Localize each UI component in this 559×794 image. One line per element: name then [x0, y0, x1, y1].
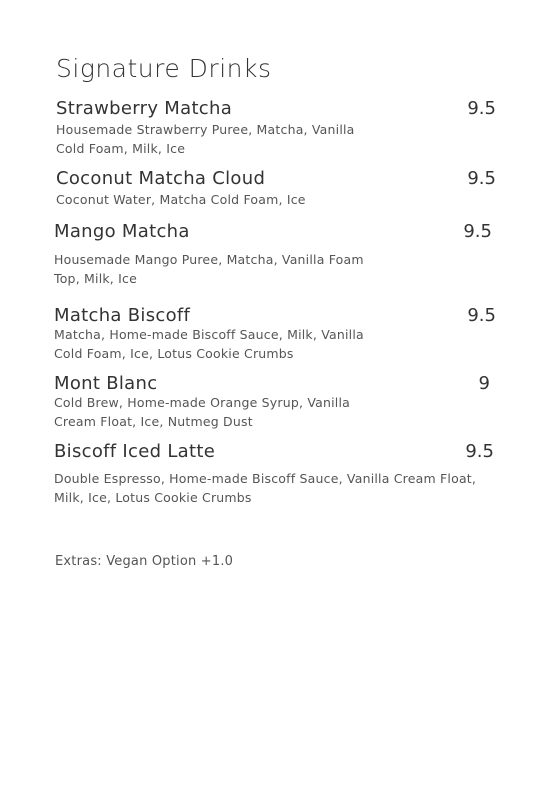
item-name: Mont Blanc: [54, 373, 158, 394]
item-name: Matcha Biscoff: [54, 305, 191, 326]
item-name: Biscoff Iced Latte: [54, 441, 216, 462]
item-price: 9: [478, 373, 490, 394]
item-name: Coconut Matcha Cloud: [56, 168, 266, 189]
item-price: 9.5: [463, 221, 492, 242]
page-title: Signature Drinks: [56, 54, 272, 83]
item-description: Housemade Strawberry Puree, Matcha, Vanilla Cold Foam, Milk, Ice: [56, 122, 355, 156]
item-price: 9.5: [467, 305, 496, 326]
item-price: 9.5: [467, 98, 496, 119]
item-description: Matcha, Home-made Biscoff Sauce, Milk, Vanilla Cold Foam, Ice, Lotus Cookie Crumbs: [54, 327, 364, 361]
item-name: Mango Matcha: [54, 221, 190, 242]
item-price: 9.5: [465, 441, 494, 462]
item-description: Cold Brew, Home-made Orange Syrup, Vanilla Cream Float, Ice, Nutmeg Dust: [54, 395, 350, 429]
item-description: Coconut Water, Matcha Cold Foam, Ice: [56, 192, 306, 207]
item-price: 9.5: [467, 168, 496, 189]
extras-note: Extras: Vegan Option +1.0: [55, 554, 234, 569]
item-description: Housemade Mango Puree, Matcha, Vanilla Foam Top, Milk, Ice: [54, 252, 364, 286]
item-name: Strawberry Matcha: [56, 98, 233, 119]
item-description: Double Espresso, Home-made Biscoff Sauce, Vanilla Cream Float, Milk, Ice, Lotus Cookie Crumbs: [54, 471, 477, 505]
